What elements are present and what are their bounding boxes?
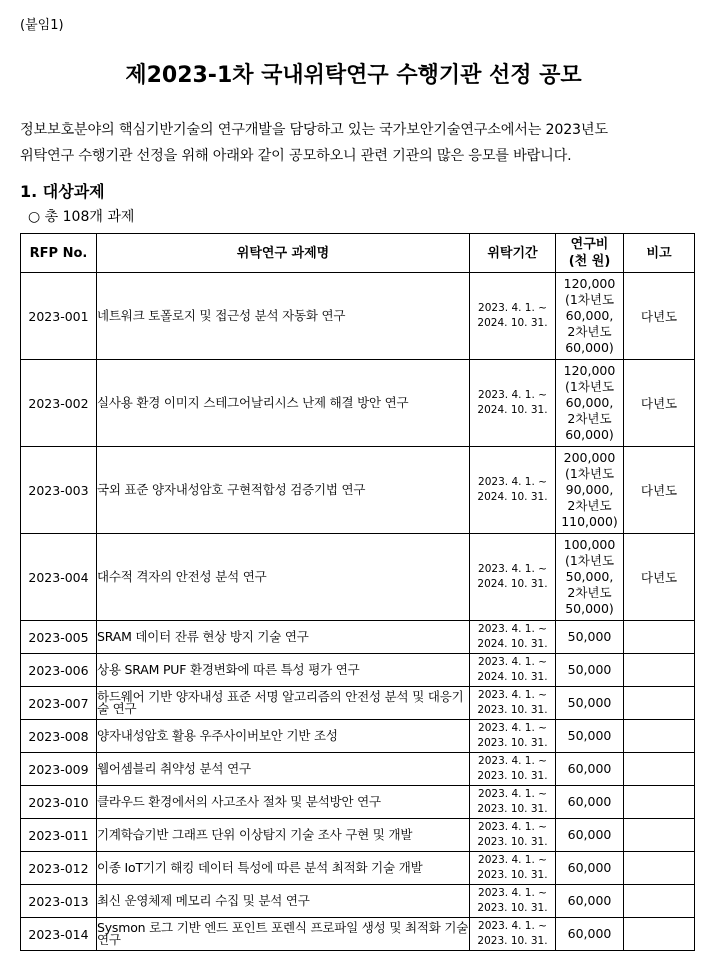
task-name-cell: 이종 IoT기기 해킹 데이터 특성에 따른 분석 최적화 기술 개발 — [97, 852, 470, 885]
rfp-number-cell: 2023-013 — [21, 885, 97, 918]
period-line: 2023. 4. 1. ~ — [478, 563, 547, 575]
period-cell — [470, 687, 556, 720]
rfp-number-cell: 2023-010 — [21, 786, 97, 819]
budget-line: 60,000, — [565, 308, 614, 323]
budget-line: 120,000 — [563, 276, 616, 291]
budget-line: 50,000 — [567, 695, 612, 710]
header-note: 비고 — [624, 234, 695, 273]
budget-line: 2차년도 — [567, 498, 612, 513]
rfp-table — [20, 233, 695, 951]
budget-line: 50,000 — [567, 629, 612, 644]
budget-line: 60,000 — [567, 761, 612, 776]
period-line: 2023. 4. 1. ~ — [478, 854, 547, 866]
task-name-cell: 웹어셈블리 취약성 분석 연구 — [97, 753, 470, 786]
header-period: 위탁기간 — [470, 234, 556, 273]
period-cell — [470, 447, 556, 534]
task-name-cell: 하드웨어 기반 양자내성 표준 서명 알고리즘의 안전성 분석 및 대응기술 연구 — [97, 687, 470, 720]
rfp-number-cell: 2023-007 — [21, 687, 97, 720]
note-cell: 다년도 — [624, 360, 695, 447]
budget-cell — [556, 534, 624, 621]
period-cell — [470, 885, 556, 918]
note-cell — [624, 786, 695, 819]
task-name-cell: 대수적 격자의 안전성 분석 연구 — [97, 534, 470, 621]
period-line: 2023. 10. 31. — [477, 737, 548, 749]
task-name-cell: 국외 표준 양자내성암호 구현적합성 검증기법 연구 — [97, 447, 470, 534]
table-row — [21, 753, 695, 786]
task-name-cell: Sysmon 로그 기반 엔드 포인트 포렌식 프로파일 생성 및 최적화 기술 연구 — [97, 918, 470, 951]
table-row — [21, 687, 695, 720]
header-budget-line1: 연구비 — [570, 237, 609, 252]
budget-line: 60,000, — [565, 395, 614, 410]
period-line: 2023. 4. 1. ~ — [478, 788, 547, 800]
period-line: 2024. 10. 31. — [477, 578, 548, 590]
period-line: 2023. 4. 1. ~ — [478, 689, 547, 701]
rfp-number-cell: 2023-003 — [21, 447, 97, 534]
header-rfp-no: RFP No. — [21, 234, 97, 273]
budget-line: (1차년도 — [564, 466, 615, 481]
attachment-label: (붙임1) — [20, 18, 64, 33]
note-cell — [624, 918, 695, 951]
period-cell — [470, 852, 556, 885]
rfp-number-cell: 2023-008 — [21, 720, 97, 753]
budget-line: 50,000 — [567, 728, 612, 743]
note-cell — [624, 753, 695, 786]
budget-line: 50,000 — [567, 662, 612, 677]
period-line: 2023. 4. 1. ~ — [478, 476, 547, 488]
period-line: 2023. 10. 31. — [477, 869, 548, 881]
table-row — [21, 720, 695, 753]
section-subtext: ○ 총 108개 과제 — [28, 209, 135, 225]
period-line: 2023. 10. 31. — [477, 704, 548, 716]
budget-cell — [556, 654, 624, 687]
task-name-cell: 네트워크 토폴로지 및 접근성 분석 자동화 연구 — [97, 273, 470, 360]
period-line: 2023. 10. 31. — [477, 770, 548, 782]
budget-line: 60,000 — [567, 794, 612, 809]
rfp-number-cell: 2023-006 — [21, 654, 97, 687]
period-cell — [470, 534, 556, 621]
period-cell — [470, 273, 556, 360]
budget-line: 200,000 — [563, 450, 616, 465]
note-cell: 다년도 — [624, 447, 695, 534]
period-cell — [470, 918, 556, 951]
period-line: 2024. 10. 31. — [477, 491, 548, 503]
table-row — [21, 360, 695, 447]
budget-cell — [556, 360, 624, 447]
rfp-number-cell: 2023-004 — [21, 534, 97, 621]
budget-line: 120,000 — [563, 363, 616, 378]
note-cell — [624, 720, 695, 753]
period-line: 2023. 4. 1. ~ — [478, 821, 547, 833]
period-cell — [470, 753, 556, 786]
table-row — [21, 786, 695, 819]
table-row — [21, 621, 695, 654]
table-row — [21, 654, 695, 687]
rfp-number-cell: 2023-001 — [21, 273, 97, 360]
task-name-cell: 클라우드 환경에서의 사고조사 절차 및 분석방안 연구 — [97, 786, 470, 819]
task-name-cell: 상용 SRAM PUF 환경변화에 따른 특성 평가 연구 — [97, 654, 470, 687]
task-name-cell: 기계학습기반 그래프 단위 이상탐지 기술 조사 구현 및 개발 — [97, 819, 470, 852]
budget-cell — [556, 621, 624, 654]
period-line: 2023. 4. 1. ~ — [478, 389, 547, 401]
intro-paragraph — [20, 117, 692, 169]
rfp-number-cell: 2023-014 — [21, 918, 97, 951]
budget-cell — [556, 687, 624, 720]
rfp-number-cell: 2023-012 — [21, 852, 97, 885]
period-line: 2023. 4. 1. ~ — [478, 623, 547, 635]
period-line: 2023. 4. 1. ~ — [478, 920, 547, 932]
table-row — [21, 852, 695, 885]
budget-line: (1차년도 — [564, 379, 615, 394]
note-cell — [624, 621, 695, 654]
budget-cell — [556, 273, 624, 360]
period-line: 2024. 10. 31. — [477, 671, 548, 683]
budget-line: 2차년도 — [567, 324, 612, 339]
budget-line: 110,000) — [561, 514, 618, 529]
task-name-cell: 최신 운영체제 메모리 수집 및 분석 연구 — [97, 885, 470, 918]
budget-line: 2차년도 — [567, 411, 612, 426]
budget-cell — [556, 447, 624, 534]
budget-cell — [556, 819, 624, 852]
budget-line: 50,000, — [565, 569, 614, 584]
budget-line: (1차년도 — [564, 553, 615, 568]
task-name-cell: 실사용 환경 이미지 스테그어날리시스 난제 해결 방안 연구 — [97, 360, 470, 447]
rfp-number-cell: 2023-009 — [21, 753, 97, 786]
period-cell — [470, 360, 556, 447]
period-line: 2024. 10. 31. — [477, 638, 548, 650]
table-row — [21, 447, 695, 534]
budget-line: 60,000 — [567, 926, 612, 941]
header-task-name: 위탁연구 과제명 — [97, 234, 470, 273]
period-line: 2023. 10. 31. — [477, 935, 548, 947]
budget-cell — [556, 918, 624, 951]
table-row — [21, 885, 695, 918]
budget-line: 60,000 — [567, 860, 612, 875]
header-budget-line2: (천 원) — [568, 254, 611, 269]
budget-cell — [556, 753, 624, 786]
note-cell: 다년도 — [624, 534, 695, 621]
period-cell — [470, 654, 556, 687]
note-cell — [624, 885, 695, 918]
period-line: 2024. 10. 31. — [477, 317, 548, 329]
note-cell — [624, 819, 695, 852]
period-line: 2023. 4. 1. ~ — [478, 722, 547, 734]
period-line: 2023. 10. 31. — [477, 902, 548, 914]
period-line: 2024. 10. 31. — [477, 404, 548, 416]
header-budget — [556, 234, 624, 273]
period-line: 2023. 4. 1. ~ — [478, 755, 547, 767]
note-cell — [624, 687, 695, 720]
rfp-number-cell: 2023-002 — [21, 360, 97, 447]
period-line: 2023. 4. 1. ~ — [478, 887, 547, 899]
budget-line: 60,000) — [565, 340, 614, 355]
budget-line: 2차년도 — [567, 585, 612, 600]
period-cell — [470, 819, 556, 852]
document-title: 제2023-1차 국내위탁연구 수행기관 선정 공모 — [125, 63, 582, 88]
budget-line: 60,000 — [567, 827, 612, 842]
period-line: 2023. 10. 31. — [477, 803, 548, 815]
table-row — [21, 819, 695, 852]
intro-line: 위탁연구 수행기관 선정을 위해 아래와 같이 공모하오니 관련 기관의 많은 응모를 바랍니다. — [20, 148, 572, 164]
budget-line: 60,000 — [567, 893, 612, 908]
budget-line: 50,000) — [565, 601, 614, 616]
rfp-number-cell: 2023-011 — [21, 819, 97, 852]
period-cell — [470, 786, 556, 819]
period-line: 2023. 10. 31. — [477, 836, 548, 848]
table-row — [21, 918, 695, 951]
table-body — [21, 273, 695, 951]
section-heading: 1. 대상과제 — [20, 182, 105, 201]
budget-line: (1차년도 — [564, 292, 615, 307]
budget-line: 100,000 — [563, 537, 616, 552]
period-cell — [470, 621, 556, 654]
budget-cell — [556, 852, 624, 885]
budget-cell — [556, 720, 624, 753]
period-cell — [470, 720, 556, 753]
table-row — [21, 534, 695, 621]
rfp-number-cell: 2023-005 — [21, 621, 97, 654]
note-cell: 다년도 — [624, 273, 695, 360]
table-row — [21, 273, 695, 360]
intro-line: 정보보호분야의 핵심기반기술의 연구개발을 담당하고 있는 국가보안기술연구소에서는 2023년도 — [20, 122, 608, 138]
budget-line: 60,000) — [565, 427, 614, 442]
note-cell — [624, 852, 695, 885]
period-line: 2023. 4. 1. ~ — [478, 656, 547, 668]
task-name-cell: SRAM 데이터 잔류 현상 방지 기술 연구 — [97, 621, 470, 654]
table-header-row — [21, 234, 695, 273]
budget-line: 90,000, — [565, 482, 614, 497]
note-cell — [624, 654, 695, 687]
period-line: 2023. 4. 1. ~ — [478, 302, 547, 314]
task-name-cell: 양자내성암호 활용 우주사이버보안 기반 조성 — [97, 720, 470, 753]
budget-cell — [556, 786, 624, 819]
budget-cell — [556, 885, 624, 918]
